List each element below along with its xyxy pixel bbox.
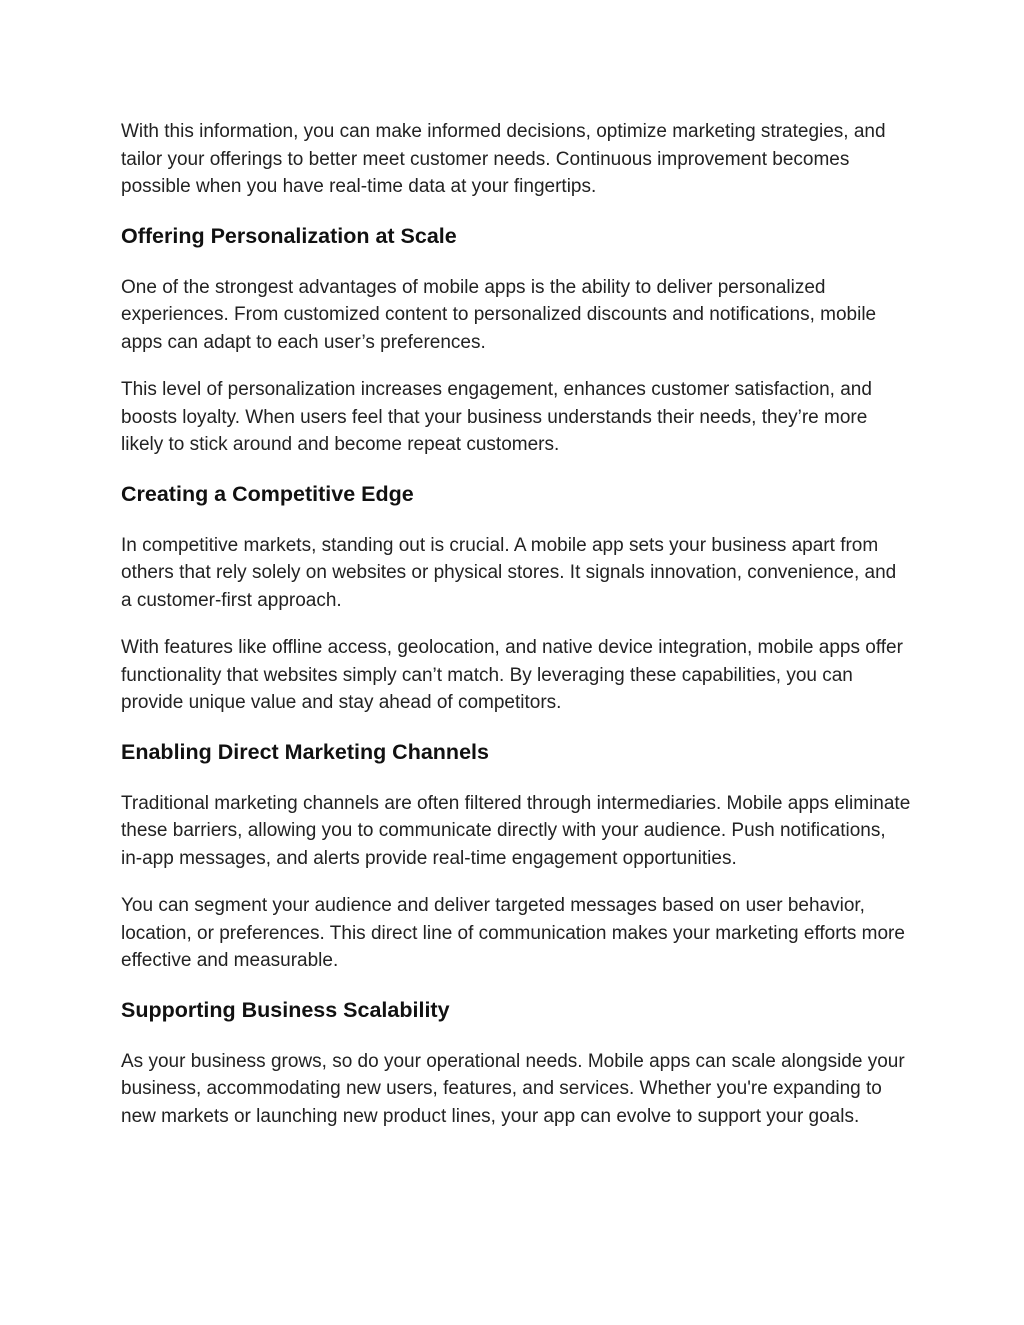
document-page <box>121 118 911 1150</box>
section-heading-direct-marketing: Enabling Direct Marketing Channels <box>121 739 489 764</box>
intro-paragraph: With this information, you can make informed decisions, optimize marketing strategies, and tailor your offerings to better meet customer needs. Continuous improvement becomes possible when you have real-time data at your fingertips. <box>121 121 886 197</box>
paragraph: One of the strongest advantages of mobile apps is the ability to deliver personalized experiences. From customized content to personalized discounts and notifications, mobile apps can adapt to each user’s preferences. <box>121 276 877 353</box>
section-heading-scalability: Supporting Business Scalability <box>121 997 450 1022</box>
section-scalability <box>121 995 911 1131</box>
section-personalization <box>121 221 911 459</box>
section-direct-marketing <box>121 737 911 975</box>
paragraph: In competitive markets, standing out is crucial. A mobile app sets your business apart from others that rely solely on websites or physical stores. It signals innovation, convenience, and a customer-first approach. <box>121 534 897 611</box>
paragraph: Traditional marketing channels are often filtered through intermediaries. Mobile apps eliminate these barriers, allowing you to communicate directly with your audience. Push notifications, in-app messages, and alerts provide real-time engagement opportunities. <box>121 792 911 869</box>
paragraph: With features like offline access, geolocation, and native device integration, mobile apps offer functionality that websites simply can’t match. By leveraging these capabilities, you can provide unique value and stay ahead of competitors. <box>121 637 903 713</box>
section-competitive-edge <box>121 479 911 717</box>
section-heading-competitive-edge: Creating a Competitive Edge <box>121 481 414 506</box>
paragraph: You can segment your audience and deliver targeted messages based on user behavior, location, or preferences. This direct line of communication makes your marketing efforts more effective and measurable. <box>121 895 905 971</box>
paragraph: As your business grows, so do your operational needs. Mobile apps can scale alongside your business, accommodating new users, features, and services. Whether you're expanding to new markets or launching new product lines, your app can evolve to support your goals. <box>121 1050 905 1127</box>
paragraph: This level of personalization increases engagement, enhances customer satisfaction, and boosts loyalty. When users feel that your business understands their needs, they’re more likely to stick around and become repeat customers. <box>121 379 872 455</box>
section-heading-personalization: Offering Personalization at Scale <box>121 223 457 248</box>
